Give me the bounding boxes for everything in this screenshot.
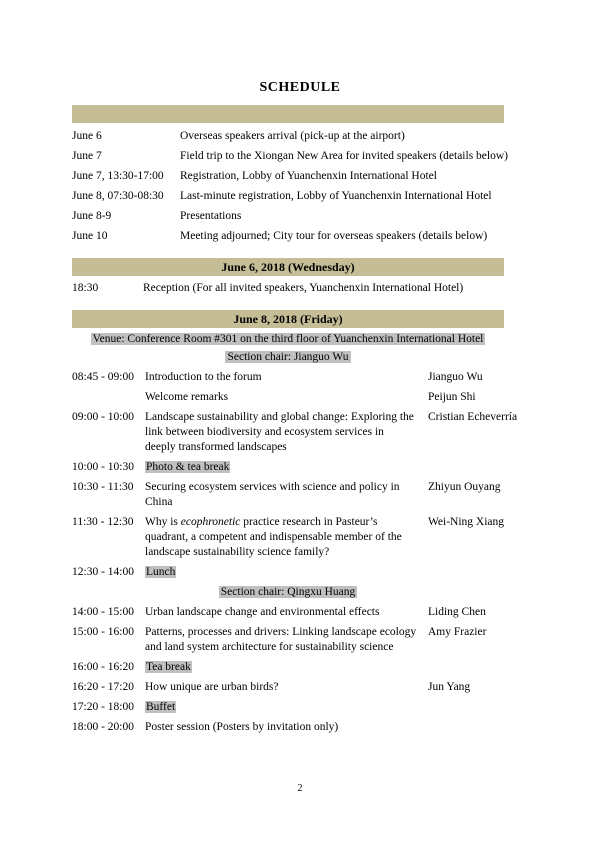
page-title: SCHEDULE [259,80,341,95]
overview-row [72,129,528,144]
row-time: 14:00 - 15:00 [72,606,134,618]
schedule-row [72,625,528,655]
row-title: Urban landscape change and environmental effects [145,606,380,618]
session1-table [72,370,528,580]
row-title: Why is ecophronetic practice research in Pasteur’s quadrant, a competent and indispensable member of the landscape sustainability science family? [145,516,402,558]
row-time: 16:20 - 17:20 [72,681,134,693]
row-time: 08:45 - 09:00 [72,371,134,383]
row-title: Securing ecosystem services with science and policy in China [145,481,400,508]
row-desc: Reception (For all invited speakers, Yuanchenxin International Hotel) [143,282,464,294]
section-chair-1-highlight: Section chair: Jianguo Wu [227,351,349,363]
overview-row [72,149,528,164]
row-time: 16:00 - 16:20 [72,661,134,673]
overview-row [72,229,528,244]
overview-row [72,169,528,184]
schedule-row [72,720,528,735]
page-number: 2 [297,783,303,794]
row-time: June 8, 07:30-08:30 [72,190,164,202]
june8-header-bar [72,310,504,328]
row-time: 18:00 - 20:00 [72,721,134,733]
row-title: Photo & tea break [146,461,230,473]
row-desc: Registration, Lobby of Yuanchenxin International Hotel [180,170,437,182]
schedule-row [72,480,528,510]
schedule-row [72,410,528,455]
row-time: June 8-9 [72,210,112,222]
row-title: How unique are urban birds? [145,681,279,693]
row-speaker [428,660,528,675]
row-time: 11:30 - 12:30 [72,516,134,528]
venue-line [72,332,504,347]
row-time: 17:20 - 18:00 [72,701,134,713]
june6-table [72,281,528,296]
schedule-row [72,390,528,405]
row-speaker: Peijun Shi [428,391,476,403]
row-speaker [428,460,528,475]
row-speaker: Jun Yang [428,681,471,693]
schedule-row [72,460,528,475]
row-desc: Meeting adjourned; City tour for overseas speakers (details below) [180,230,488,242]
row-speaker: Cristian Echeverría [428,411,518,423]
row-speaker: Jianguo Wu [428,371,483,383]
row-time: June 10 [72,230,108,242]
schedule-row [72,660,528,675]
row-time: 09:00 - 10:00 [72,411,134,423]
row-title: Welcome remarks [145,391,229,403]
schedule-row [72,700,528,715]
row-desc: Field trip to the Xiongan New Area for invited speakers (details below) [180,150,508,162]
schedule-row [72,515,528,560]
row-speaker [428,720,528,735]
row-desc: Presentations [180,210,242,222]
row-speaker: Zhiyun Ouyang [428,481,501,493]
row-time: June 7 [72,150,102,162]
row-title: Buffet [146,701,176,713]
row-title: Patterns, processes and drivers: Linking landscape ecology and land system architecture for sustainability science [145,626,417,653]
june6-header-bar [72,258,504,276]
section-chair-2-line [72,585,504,600]
row-time: 12:30 - 14:00 [72,566,134,578]
schedule-row [72,565,528,580]
row-desc: Last-minute registration, Lobby of Yuanchenxin International Hotel [180,190,492,202]
june6-row [72,281,528,296]
row-speaker: Wei-Ning Xiang [428,516,505,528]
row-time: 10:30 - 11:30 [72,481,134,493]
schedule-row [72,680,528,695]
schedule-row [72,605,528,620]
overview-row [72,189,528,204]
overview-row [72,209,528,224]
schedule-row [72,370,528,385]
row-speaker: Amy Frazier [428,626,487,638]
venue-highlight: Venue: Conference Room #301 on the third floor of Yuanchenxin International Hotel [92,333,484,345]
row-speaker: Liding Chen [428,606,486,618]
row-time: June 7, 13:30-17:00 [72,170,164,182]
section-chair-1-line [72,350,504,365]
row-speaker [428,700,528,715]
row-title: Lunch [146,566,176,578]
top-header-bar [72,105,504,123]
session2-table [72,605,528,735]
row-time: 18:30 [72,282,99,294]
row-time [72,390,145,405]
june8-header-label: June 8, 2018 (Friday) [233,312,343,326]
row-title: Poster session (Posters by invitation only) [145,721,339,733]
row-desc: Overseas speakers arrival (pick-up at the airport) [180,130,405,142]
row-speaker [428,565,528,580]
row-time: 10:00 - 10:30 [72,461,134,473]
row-title: Introduction to the forum [145,371,262,383]
row-title: Tea break [146,661,191,673]
row-time: June 6 [72,130,102,142]
row-time: 15:00 - 16:00 [72,626,134,638]
section-chair-2-highlight: Section chair: Qingxu Huang [220,586,356,598]
overview-table [72,129,528,244]
june6-header-label: June 6, 2018 (Wednesday) [221,260,355,274]
row-title: Landscape sustainability and global change: Exploring the link between biodiversity and ecosystem services in deeply transformed landscapes [145,411,414,453]
